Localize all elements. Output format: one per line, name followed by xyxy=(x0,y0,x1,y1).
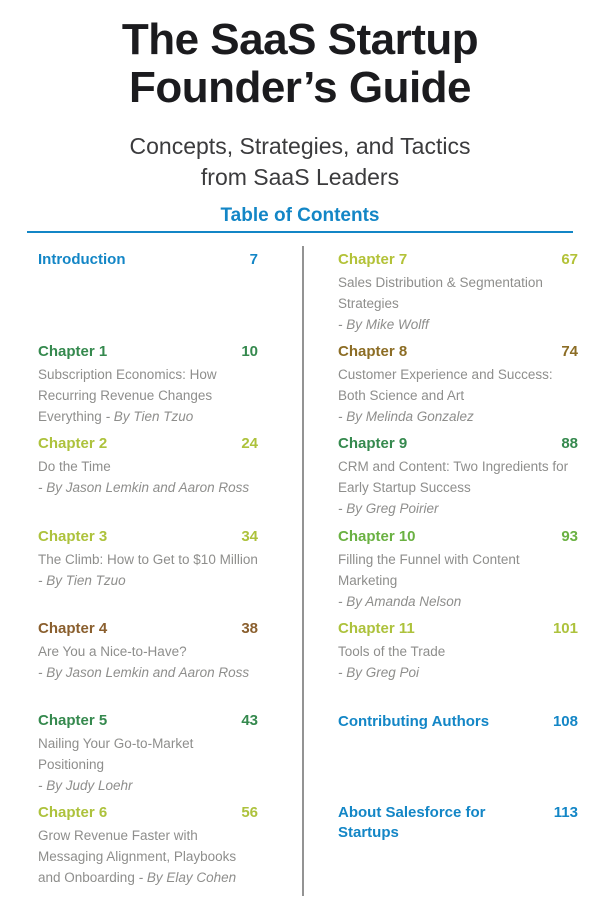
toc-entry-head xyxy=(38,619,258,639)
toc-entry-description xyxy=(338,642,578,684)
toc-entry-label[interactable]: Contributing Authors xyxy=(338,713,490,730)
toc-entry-chapter-9 xyxy=(338,434,578,520)
toc-entry-desc-text: Nailing Your Go-to-Market Positioning xyxy=(38,736,194,773)
toc-entry-author: - By Elay Cohen xyxy=(138,870,237,886)
toc-entry-label[interactable]: Chapter 5 xyxy=(38,712,108,729)
toc-entry-desc-text: The Climb: How to Get to $10 Million xyxy=(38,552,258,568)
toc-entry-desc-text: Subscription Economics: How Recurring Revenue Changes Everything xyxy=(38,367,217,425)
toc-entry-chapter-1 xyxy=(38,342,258,428)
toc-entry-chapter-2 xyxy=(38,434,258,499)
toc-entry-label[interactable]: Chapter 1 xyxy=(38,343,108,360)
toc-entry-chapter-5 xyxy=(38,711,258,797)
toc-entry-description xyxy=(38,734,258,797)
toc-entry-label[interactable]: Chapter 10 xyxy=(338,528,416,545)
toc-entry-description xyxy=(38,642,258,684)
toc-entry-chapter-7 xyxy=(338,250,578,336)
toc-entry-description xyxy=(38,365,258,428)
toc-entry-description xyxy=(38,457,258,499)
toc-entry-desc-text: CRM and Content: Two Ingredients for Early Startup Success xyxy=(338,459,569,496)
toc-entry-head xyxy=(38,527,258,547)
toc-entry-page[interactable]: 24 xyxy=(241,435,258,452)
toc-entry-label[interactable]: Introduction xyxy=(38,251,126,268)
toc-entry-desc-text: Are You a Nice-to-Have? xyxy=(38,644,187,660)
toc-entry-page[interactable]: 56 xyxy=(241,804,258,821)
toc-entry-head xyxy=(338,527,578,547)
toc-entry-chapter-3 xyxy=(38,527,258,592)
toc-entry-description xyxy=(338,457,578,520)
toc-entry-description xyxy=(338,273,578,336)
toc-column-left xyxy=(38,0,258,900)
toc-entry-introduction xyxy=(38,250,258,270)
toc-entry-page[interactable]: 74 xyxy=(561,343,578,360)
toc-entry-page[interactable]: 67 xyxy=(561,251,578,268)
toc-entry-page[interactable]: 43 xyxy=(241,712,258,729)
toc-entry-author: - By Greg Poi xyxy=(338,665,420,681)
toc-entry-chapter-10 xyxy=(338,527,578,613)
toc-entry-label[interactable]: Chapter 7 xyxy=(338,251,408,268)
toc-entry-description xyxy=(338,550,578,613)
toc-entry-desc-text: Sales Distribution & Segmentation Strategies xyxy=(338,275,543,312)
toc-entry-page[interactable]: 93 xyxy=(561,528,578,545)
page-subtitle-line2: from SaaS Leaders xyxy=(200,163,400,190)
toc-entry-chapter-8 xyxy=(338,342,578,428)
toc-entry-contributing-authors xyxy=(338,712,578,732)
toc-entry-author: - By Tien Tzuo xyxy=(38,573,126,589)
toc-entry-page[interactable]: 7 xyxy=(249,251,258,268)
toc-entry-page[interactable]: 88 xyxy=(561,435,578,452)
toc-entry-label[interactable]: Chapter 2 xyxy=(38,435,108,452)
toc-entry-desc-text: Do the Time xyxy=(38,459,111,475)
toc-entry-chapter-6 xyxy=(38,803,258,889)
toc-entry-label[interactable]: Chapter 3 xyxy=(38,528,108,545)
toc-entry-description xyxy=(338,365,578,428)
toc-entry-head xyxy=(338,803,578,844)
toc-entry-page[interactable]: 34 xyxy=(241,528,258,545)
toc-entry-label[interactable]: About Salesforce for Startups xyxy=(338,804,486,842)
toc-entry-description xyxy=(38,550,258,592)
toc-entry-author: - By Jason Lemkin and Aaron Ross xyxy=(38,480,250,496)
toc-heading: Table of Contents xyxy=(220,205,380,226)
toc-column-right xyxy=(338,0,578,900)
toc-entry-author: - By Judy Loehr xyxy=(38,778,133,794)
toc-entry-author: - By Jason Lemkin and Aaron Ross xyxy=(38,665,250,681)
toc-entry-head xyxy=(338,712,578,732)
toc-entry-head xyxy=(38,342,258,362)
toc-entry-page[interactable]: 38 xyxy=(241,620,258,637)
column-divider xyxy=(302,246,304,896)
toc-entry-head xyxy=(38,250,258,270)
toc-entry-head xyxy=(38,803,258,823)
toc-entry-desc-text: Grow Revenue Faster with Messaging Alignment, Playbooks and Onboarding xyxy=(38,828,237,886)
toc-entry-chapter-11 xyxy=(338,619,578,684)
page-title-line1: The SaaS Startup xyxy=(121,15,479,64)
toc-entry-label[interactable]: Chapter 8 xyxy=(338,343,408,360)
toc-entry-page[interactable]: 113 xyxy=(553,804,578,821)
toc-entry-author: - By Tien Tzuo xyxy=(105,409,194,425)
toc-entry-desc-text: Tools of the Trade xyxy=(338,644,446,660)
toc-entry-head xyxy=(338,434,578,454)
toc-entry-chapter-4 xyxy=(38,619,258,684)
page-subtitle-line1: Concepts, Strategies, and Tactics xyxy=(129,133,471,159)
toc-entry-label[interactable]: Chapter 11 xyxy=(338,620,415,637)
toc-entry-desc-text: Filling the Funnel with Content Marketing xyxy=(338,552,520,589)
toc-entry-head xyxy=(38,711,258,731)
toc-entry-page[interactable]: 10 xyxy=(241,343,258,360)
toc-entry-page[interactable]: 101 xyxy=(552,620,578,637)
toc-entry-label[interactable]: Chapter 6 xyxy=(38,804,108,821)
toc-entry-desc-text: Customer Experience and Success: Both Science and Art xyxy=(338,367,553,404)
toc-entry-head xyxy=(338,250,578,270)
toc-entry-label[interactable]: Chapter 9 xyxy=(338,435,408,452)
toc-entry-page[interactable]: 108 xyxy=(552,713,578,730)
toc-entry-author: - By Greg Poirier xyxy=(338,501,439,517)
toc-entry-head xyxy=(338,619,578,639)
toc-entry-about-salesforce-for-startups xyxy=(338,803,578,844)
toc-entry-label[interactable]: Chapter 4 xyxy=(38,620,108,637)
page-title-line2: Founder’s Guide xyxy=(128,63,472,113)
toc-entry-author: - By Amanda Nelson xyxy=(338,594,462,610)
toc-entry-head xyxy=(338,342,578,362)
toc-entry-head xyxy=(38,434,258,454)
toc-entry-author: - By Melinda Gonzalez xyxy=(338,409,474,425)
toc-entry-author: - By Mike Wolff xyxy=(338,317,429,333)
toc-entry-description xyxy=(38,826,258,889)
